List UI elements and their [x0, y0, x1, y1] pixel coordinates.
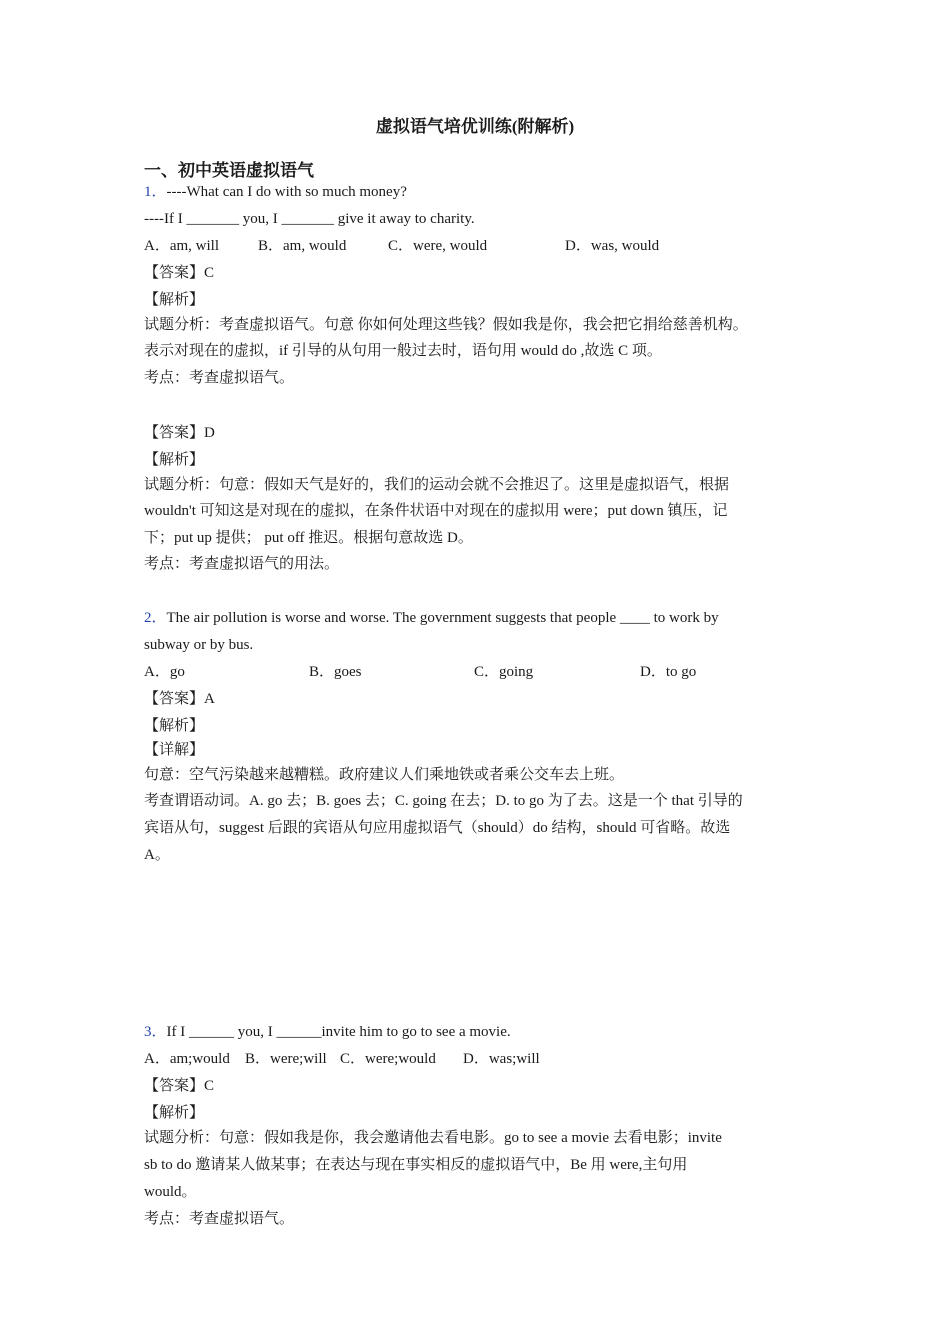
extra-analysis-line: 试题分析：句意：假如天气是好的，我们的运动会就不会推迟了。这里是虚拟语气，根据	[144, 477, 730, 493]
section-heading: 一、初中英语虚拟语气	[144, 161, 314, 180]
question-1-option-a: A．am, will	[144, 238, 219, 254]
question-2-detail-line: A。	[144, 847, 170, 863]
question-3-option-b: B．were;will	[245, 1051, 327, 1067]
question-1-answer: 【答案】C	[144, 265, 215, 281]
question-3-option-d: D．was;will	[463, 1051, 540, 1067]
question-2-line-2: subway or by bus.	[144, 637, 254, 653]
question-3-number: 3．	[144, 1024, 167, 1040]
question-3-knowledge-point: 考点：考查虚拟语气。	[144, 1211, 295, 1227]
extra-analysis-line: 下；put up 提供； put off 推迟。根据句意故选 D。	[144, 530, 473, 546]
question-1-line-2: ----If I _______ you, I _______ give it away to charity.	[144, 211, 475, 227]
question-1-option-b: B．am, would	[258, 238, 347, 254]
question-1-stem	[144, 182, 407, 202]
question-3-line-1: If I ______ you, I ______invite him to go to see a movie.	[166, 1024, 511, 1040]
question-2-option-d: D．to go	[640, 664, 697, 680]
extra-analysis-label: 【解析】	[144, 452, 205, 468]
question-2-analysis-label: 【解析】	[144, 718, 205, 734]
extra-analysis-line: wouldn't 可知这是对现在的虚拟，在条件状语中对现在的虚拟用 were；put down 镇压，记	[144, 503, 728, 519]
question-3-stem	[144, 1022, 511, 1042]
question-2-detail-line: 宾语从句，suggest 后跟的宾语从句应用虚拟语气（should）do 结构，should 可省略。故选	[144, 820, 731, 836]
question-2-line-1: The air pollution is worse and worse. The government suggests that people ____ to work by	[166, 610, 719, 626]
question-3-option-c: C．were;would	[340, 1051, 436, 1067]
extra-answer: 【答案】D	[144, 425, 215, 441]
question-1-line-1: ----What can I do with so much money?	[166, 184, 407, 200]
question-1-option-d: D．was, would	[565, 238, 660, 254]
question-2-stem	[144, 608, 719, 628]
question-3-analysis-line: would。	[144, 1184, 197, 1200]
question-1-option-c: C．were, would	[388, 238, 488, 254]
question-3-analysis-label: 【解析】	[144, 1105, 205, 1121]
extra-knowledge-point: 考点：考查虚拟语气的用法。	[144, 556, 340, 572]
question-2-answer: 【答案】A	[144, 691, 215, 707]
question-1-number: 1．	[144, 184, 167, 200]
question-3-option-a: A．am;would	[144, 1051, 230, 1067]
question-2-detail-label: 【详解】	[144, 742, 205, 758]
question-1-analysis-line: 试题分析：考查虚拟语气。句意 你如何处理这些钱？假如我是你，我会把它捐给慈善机构。	[144, 317, 748, 333]
question-3-analysis-line: 试题分析：句意：假如我是你，我会邀请他去看电影。go to see a movie 去看电影；invite	[144, 1130, 722, 1146]
question-1-analysis-label: 【解析】	[144, 292, 205, 308]
question-3-answer: 【答案】C	[144, 1078, 215, 1094]
question-1-analysis-line: 表示对现在的虚拟，if 引导的从句用一般过去时，语句用 would do ,故选 C 项。	[144, 343, 662, 359]
question-1-knowledge-point: 考点：考查虚拟语气。	[144, 370, 295, 386]
document-title: 虚拟语气培优训练(附解析)	[375, 117, 575, 136]
question-2-option-a: A．go	[144, 664, 185, 680]
question-3-analysis-line: sb to do 邀请某人做某事；在表达与现在事实相反的虚拟语气中，Be 用 were,主句用	[144, 1157, 688, 1173]
question-2-detail-line: 句意：空气污染越来越糟糕。政府建议人们乘地铁或者乘公交车去上班。	[144, 767, 625, 783]
question-2-detail-line: 考查谓语动词。A. go 去；B. goes 去；C. going 在去；D. to go 为了去。这是一个 that 引导的	[144, 793, 743, 809]
question-2-option-b: B．goes	[309, 664, 362, 680]
question-2-number: 2．	[144, 610, 167, 626]
question-2-option-c: C．going	[474, 664, 534, 680]
